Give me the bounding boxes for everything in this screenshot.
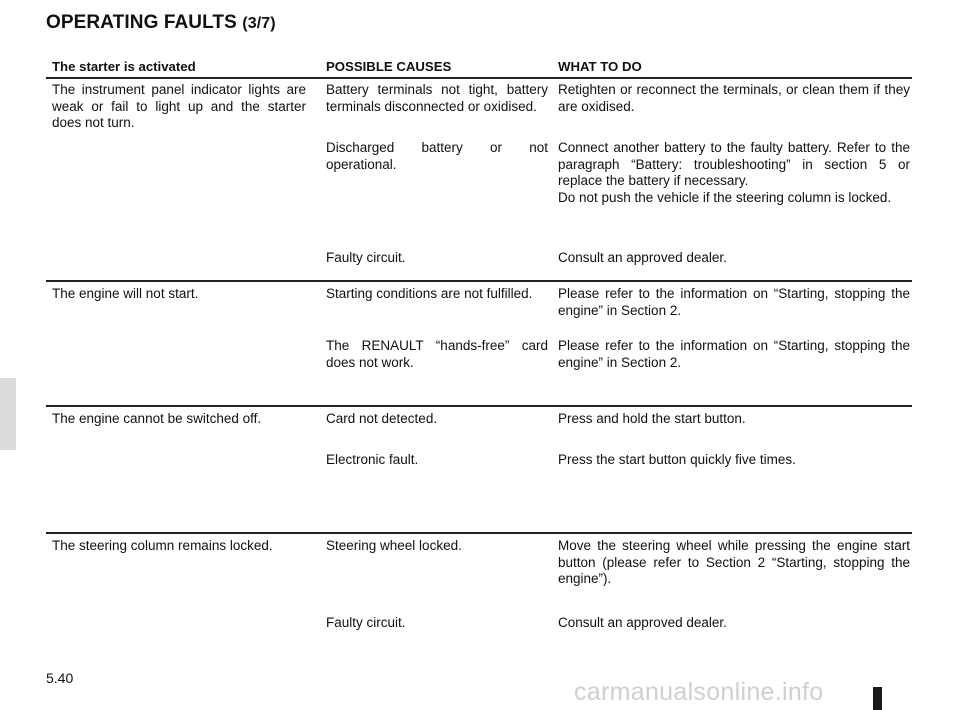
table-row-divider (46, 405, 912, 407)
cause-cell: Battery terminals not tight, battery terminals disconnected or oxidised. (326, 82, 548, 114)
action-cell: Retighten or reconnect the terminals, or clean them if they are oxidised. (558, 82, 910, 114)
action-cell: Consult an approved dealer. (558, 250, 727, 265)
action-cell: Move the steering wheel while pressing the engine start button (please refer to Section 2 “Starting, stopping the engine”). (558, 538, 910, 586)
table-row-divider (46, 532, 912, 534)
cause-cell: Faulty circuit. (326, 615, 406, 630)
symptom-cell: The engine will not start. (52, 286, 199, 301)
action-text: Connect another battery to the faulty battery. Refer to the paragraph “Battery: troubleshooting” in section 5 or replace the battery if necessary. (558, 140, 910, 188)
action-cell: Please refer to the information on “Starting, stopping the engine” in Section 2. (558, 286, 910, 318)
cause-cell: The RENAULT “hands-free” card does not work. (326, 338, 548, 370)
symptom-cell: The engine cannot be switched off. (52, 411, 262, 426)
action-note: Do not push the vehicle if the steering column is locked. (558, 189, 892, 205)
symptom-cell: The steering column remains locked. (52, 538, 273, 553)
page-title-part: (3/7) (242, 15, 276, 32)
watermark: carmanualsonline.info (574, 678, 824, 706)
action-cell: Please refer to the information on “Starting, stopping the engine” in Section 2. (558, 338, 910, 370)
cause-cell: Faulty circuit. (326, 250, 406, 265)
cause-cell: Card not detected. (326, 411, 438, 426)
action-cell: Press and hold the start button. (558, 411, 746, 426)
action-cell: Press the start button quickly five times. (558, 452, 796, 467)
page-number: 5.40 (46, 670, 74, 686)
column-header-action: WHAT TO DO (558, 59, 642, 74)
cause-cell: Starting conditions are not fulfilled. (326, 286, 533, 301)
column-header-symptom: The starter is activated (52, 59, 196, 74)
action-cell: Consult an approved dealer. (558, 615, 727, 630)
table-header-rule (46, 77, 912, 79)
table-row-divider (46, 280, 912, 282)
symptom-cell: The instrument panel indicator lights are weak or fail to light up and the starter does not turn. (52, 82, 306, 130)
cause-cell: Discharged battery or not operational. (326, 140, 548, 172)
page-corner-mark (873, 687, 882, 710)
section-tab-marker (0, 378, 16, 450)
cause-cell: Steering wheel locked. (326, 538, 462, 553)
column-header-causes: POSSIBLE CAUSES (326, 59, 452, 74)
page-title: OPERATING FAULTS (3/7) (46, 12, 276, 33)
cause-cell: Electronic fault. (326, 452, 419, 467)
action-cell (558, 140, 910, 206)
